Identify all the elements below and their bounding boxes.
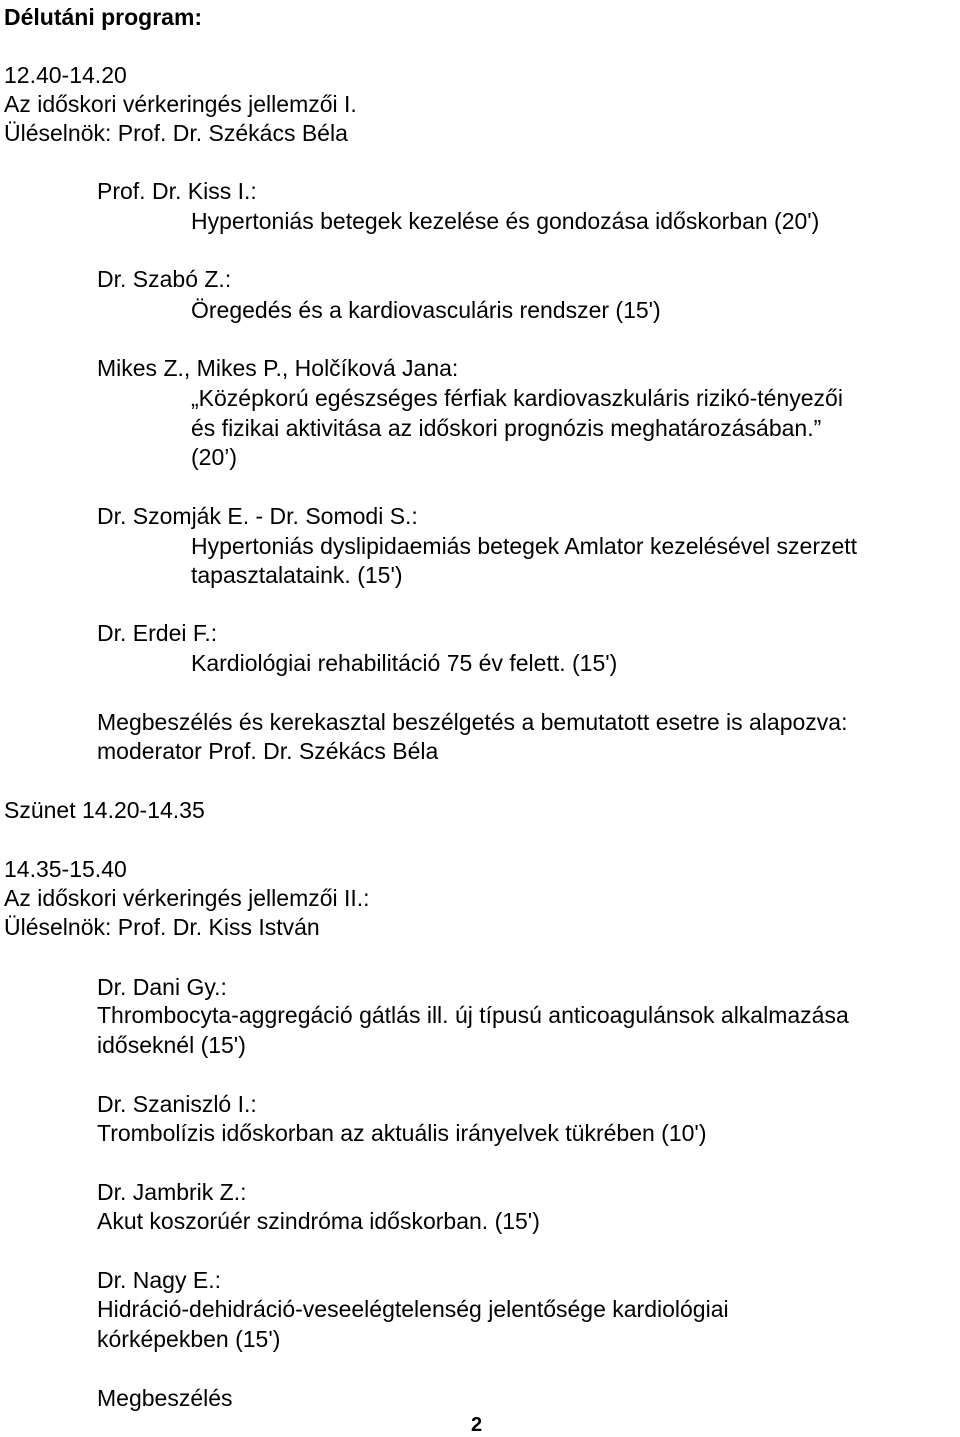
talk-author: Dr. Jambrik Z.: [97, 1179, 247, 1205]
discussion-text: Megbeszélés [97, 1385, 233, 1411]
talk-author: Prof. Dr. Kiss I.: [97, 178, 257, 204]
talk-title: időseknél (15') [97, 1032, 246, 1058]
talk-title: Hypertoniás dyslipidaemiás betegek Amlator kezelésével szerzett [191, 533, 858, 559]
program-heading: Délutáni program: [4, 4, 203, 30]
talk-title: tapasztalataink. (15') [191, 562, 403, 588]
talk-title: „Középkorú egészséges férfiak kardiovaszkuláris rizikó-tényezői [191, 385, 843, 411]
session-chair: Üléselnök: Prof. Dr. Kiss István [4, 914, 320, 940]
talk-author: Dr. Erdei F.: [97, 620, 218, 646]
session-chair: Üléselnök: Prof. Dr. Székács Béla [4, 120, 348, 146]
talk-author: Dr. Szaniszló I.: [97, 1091, 257, 1117]
talk-title: Kardiológiai rehabilitáció 75 év felett. (15') [191, 650, 618, 676]
discussion-moderator: moderator Prof. Dr. Székács Béla [97, 738, 439, 764]
session-time: 12.40-14.20 [4, 62, 127, 88]
session-title: Az időskori vérkeringés jellemzői II.: [4, 885, 370, 911]
break-time: Szünet 14.20-14.35 [4, 797, 205, 823]
discussion-text: Megbeszélés és kerekasztal beszélgetés a bemutatott esetre is alapozva: [97, 709, 848, 735]
talk-title: Akut koszorúér szindróma időskorban. (15') [97, 1208, 540, 1234]
talk-author: Dr. Dani Gy.: [97, 974, 227, 1000]
talk-title: Trombolízis időskorban az aktuális irányelvek tükrében (10') [97, 1120, 707, 1146]
session-title: Az időskori vérkeringés jellemzői I. [4, 91, 357, 117]
talk-title: és fizikai aktivitása az időskori prognózis meghatározásában.” [191, 415, 822, 441]
talk-author: Mikes Z., Mikes P., Holčíková Jana: [97, 355, 459, 381]
talk-title: kórképekben (15') [97, 1326, 281, 1352]
talk-author: Dr. Szomják E. - Dr. Somodi S.: [97, 503, 418, 529]
session-time: 14.35-15.40 [4, 856, 127, 882]
talk-title: Thrombocyta-aggregáció gátlás ill. új típusú anticoagulánsok alkalmazása [97, 1002, 849, 1028]
talk-author: Dr. Szabó Z.: [97, 266, 232, 292]
talk-author: Dr. Nagy E.: [97, 1267, 221, 1293]
talk-title: Hidráció-dehidráció-veseelégtelenség jelentősége kardiológiai [97, 1296, 729, 1322]
talk-duration: (20’) [191, 444, 238, 470]
talk-title: Hypertoniás betegek kezelése és gondozása időskorban (20') [191, 208, 820, 234]
page-number: 2 [471, 1414, 483, 1436]
talk-title: Öregedés és a kardiovasculáris rendszer (15') [191, 297, 661, 323]
